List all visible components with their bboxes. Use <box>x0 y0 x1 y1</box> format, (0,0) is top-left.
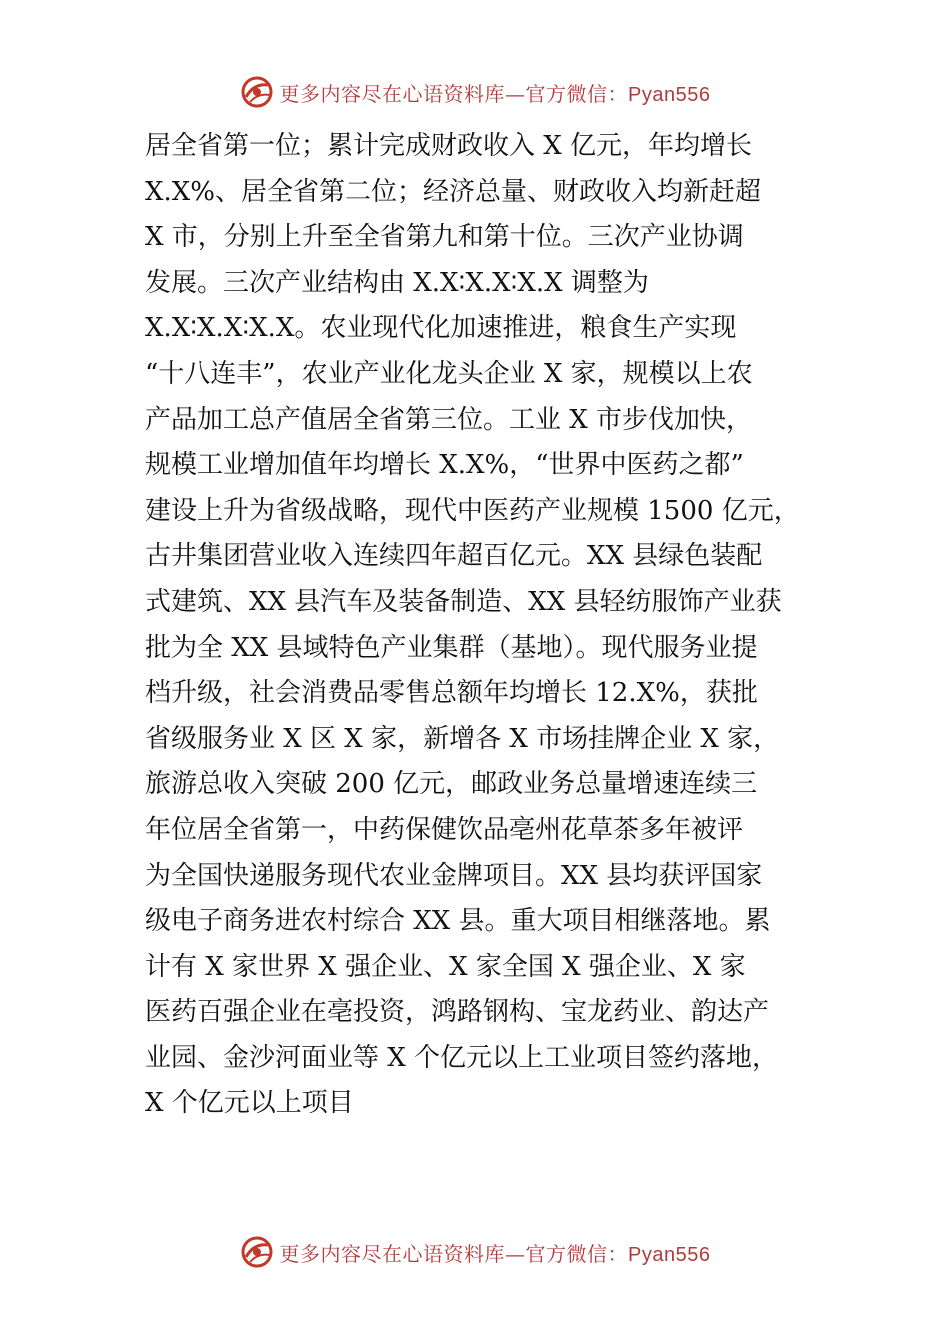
body-line: 发展。三次产业结构由 X.X∶X.X∶X.X 调整为 <box>145 267 649 298</box>
body-line: 规模工业增加值年均增长 X.X%，“世界中医药之都” <box>145 450 744 481</box>
body-line: X 个亿元以上项目 <box>145 1088 354 1119</box>
body-line: 医药百强企业在亳投资，鸿路钢构、宝龙药业、韵达产 <box>145 997 770 1028</box>
header-wechat-id: Pyan556 <box>628 83 711 106</box>
body-line: X.X%、居全省第二位；经济总量、财政收入均新赶超 <box>145 176 761 207</box>
body-line: 业园、金沙河面业等 X 个亿元以上工业项目签约落地， <box>145 1042 779 1073</box>
footer-banner <box>0 1230 950 1274</box>
body-line: 省级服务业 X 区 X 家，新增各 X 市场挂牌企业 X 家， <box>145 723 780 754</box>
brand-logo-icon <box>240 1235 274 1269</box>
body-line: “十八连丰”，农业产业化龙头企业 X 家，规模以上农 <box>145 358 753 389</box>
body-line: 建设上升为省级战略，现代中医药产业规模 1500 亿元， <box>145 495 800 526</box>
body-line: 式建筑、XX 县汽车及装备制造、XX 县轻纺服饰产业获 <box>145 586 782 617</box>
body-line: 级电子商务进农村综合 XX 县。重大项目相继落地。累 <box>145 906 771 937</box>
body-line: X.X∶X.X∶X.X。农业现代化加速推进，粮食生产实现 <box>145 313 737 344</box>
header-banner-label: 更多内容尽在心语资料库—官方微信： <box>279 81 629 106</box>
footer-banner-text <box>280 1238 711 1267</box>
body-line: 档升级，社会消费品零售总额年均增长 12.X%，获批 <box>145 678 758 709</box>
body-line: 计有 X 家世界 X 强企业、X 家全国 X 强企业、X 家 <box>145 951 746 982</box>
body-line: X 市，分别上升至全省第九和第十位。三次产业协调 <box>145 222 744 253</box>
body-line: 年位居全省第一，中药保健饮品亳州花草茶多年被评 <box>145 814 744 845</box>
footer-wechat-id: Pyan556 <box>628 1243 711 1266</box>
body-line: 产品加工总产值居全省第三位。工业 X 市步伐加快， <box>145 404 753 435</box>
footer-banner-label: 更多内容尽在心语资料库—官方微信： <box>279 1241 629 1266</box>
body-line: 古井集团营业收入连续四年超百亿元。XX 县绿色装配 <box>145 541 763 572</box>
body-line: 为全国快递服务现代农业金牌项目。XX 县均获评国家 <box>145 860 763 891</box>
body-line: 旅游总收入突破 200 亿元，邮政业务总量增速连续三 <box>145 769 758 800</box>
body-line: 居全省第一位；累计完成财政收入 X 亿元，年均增长 <box>145 131 753 161</box>
header-banner-text <box>280 78 711 107</box>
brand-logo-icon <box>240 75 274 109</box>
body-line: 批为全 XX 县域特色产业集群（基地）。现代服务业提 <box>145 632 758 663</box>
document-body <box>145 124 825 1127</box>
header-banner <box>0 70 950 114</box>
